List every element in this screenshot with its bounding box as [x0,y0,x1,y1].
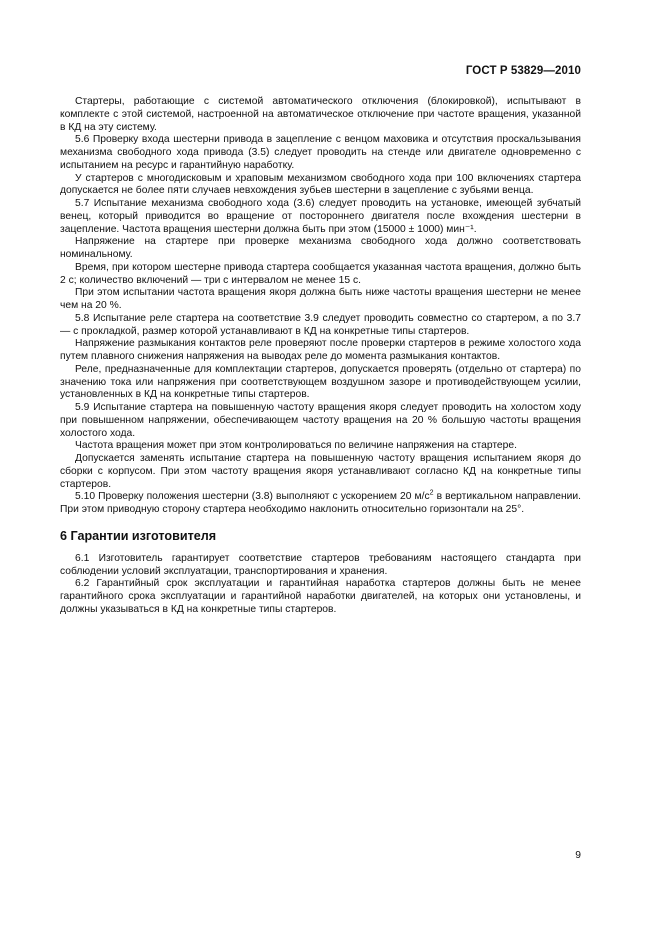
paragraph: Стартеры, работающие с системой автоматического отключения (блокировкой), испытывают в комплекте с этой системой, настроенной на автоматическое отключение при частоте вращения, указанной в КД на эту систему. [60,96,581,133]
paragraph: У стартеров с многодисковым и храповым механизмом свободного хода при 100 включениях стартера допускается не более пяти случаев невхождения зубьев шестерни в зацепление с зубьями венца. [60,172,581,197]
paragraph-5-10-text-start: 5.10 Проверку положения шестерни (3.8) выполняют с ускорением 20 м/с [75,491,430,503]
paragraph: Частота вращения может при этом контролироваться по величине напряжения на стартере. [75,440,517,452]
document-body [60,96,581,617]
paragraph-6-1: 6.1 Изготовитель гарантирует соответствие стартеров требованиям настоящего стандарта при соблюдении условий эксплуатации, транспортирования и хранения. [60,552,581,577]
paragraph: Реле, предназначенные для комплектации стартеров, допускается проверять (отдельно от стартера) по значению тока или напряжения при соответствующем воздушном зазоре и противодействующем усилии, установленных в КД на конкретные типы стартеров. [60,363,581,401]
paragraph-5-10 [60,491,581,517]
superscript: 2 [429,489,434,497]
paragraph: Допускается заменять испытание стартера на повышенную частоту вращения испытанием якоря до сборки с корпусом. При этом частоту вращения якоря устанавливают согласно КД на конкретные типы стартеров. [60,453,581,490]
paragraph: Напряжение на стартере при проверке механизма свободного хода должно соответствовать номинальному. [60,236,581,260]
paragraph-5-7: 5.7 Испытание механизма свободного хода (3.6) следует проводить на установке, имеющей зубчатый венец, который приводится во вращение от постороннего двигателя после вхождения шестерни в зацепление. Частота вращения шестерни должна быть при этом (15000 ± 1000) мин⁻¹. [60,198,581,235]
section-heading: 6 Гарантии изготовителя [60,528,217,543]
document-code-header: ГОСТ Р 53829—2010 [465,65,581,77]
paragraph-5-9: 5.9 Испытание стартера на повышенную частоту вращения якоря следует проводить на холостом ходу при повышенном напряжении, обеспечивающем частоту вращения на 20 % большую частоты вращения холостого хода. [60,402,581,439]
page-number: 9 [575,850,581,861]
paragraph-5-6: 5.6 Проверку входа шестерни привода в зацепление с венцом маховика и отсутствия проскальзывания механизма свободного хода привода (3.5) следует проводить на стенде или двигателе одновременно с испытанием на ресурс и гарантийную наработку. [60,134,581,171]
paragraph: Время, при котором шестерне привода стартера сообщается указанная частота вращения, должно быть 2 с; количество включений — три с интервалом не менее 15 с. [60,261,581,286]
paragraph-5-8: 5.8 Испытание реле стартера на соответствие 3.9 следует проводить совместно со стартером, а по 3.7 — с прокладкой, размер которой устанавливают в КД на конкретные типы стартеров. [60,312,581,337]
paragraph-6-2: 6.2 Гарантийный срок эксплуатации и гарантийная наработка стартеров должны быть не менее гарантийного срока эксплуатации и гарантийной наработки двигателей, на которых они установлены, и должны указываться в КД на конкретные типы стартеров. [60,578,581,615]
paragraph: При этом испытании частота вращения якоря должна быть ниже частоты вращения шестерни не менее чем на 20 %. [60,287,581,311]
paragraph-5-10-text-end: в вертикальном направлении. При этом приводную сторону стартера необходимо наклонить относительно горизонтали на 25°. [60,491,581,515]
paragraph: Напряжение размыкания контактов реле проверяют после проверки стартеров в режиме холостого хода путем плавного снижения напряжения на выводах реле до момента размыкания контактов. [60,338,581,362]
